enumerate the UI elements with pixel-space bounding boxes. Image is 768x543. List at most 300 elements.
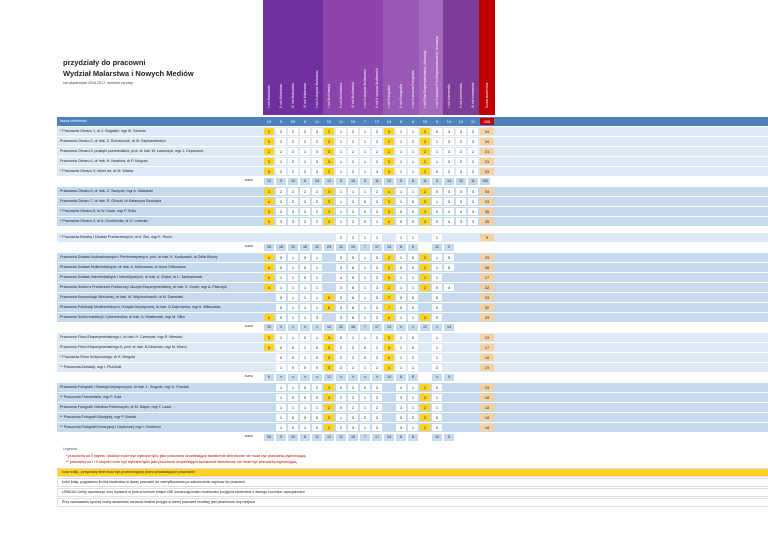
cell: 3 xyxy=(456,188,466,195)
cell xyxy=(444,304,454,311)
cell: 2 xyxy=(324,404,334,411)
column-header-label: II rok Malarstwo xyxy=(279,84,283,108)
legend-note-text: UWAGA! Limity wyznaczyć zero wpisane w pola w kolorze białym NIE oznaczają braku możliwości przyjęcia studentów z danego rocznika i specjalności! xyxy=(62,490,305,494)
suma-cell: 14 xyxy=(384,374,394,381)
cell: 1 xyxy=(408,158,418,165)
cell: 34 xyxy=(480,188,494,195)
cell: 2 xyxy=(372,304,382,311)
cell: 1 xyxy=(408,314,418,321)
row-label: Pracownia Obrazu 6, dr hab. Z. Taczycki, mgr A. Malewski xyxy=(60,189,153,193)
cell xyxy=(324,254,334,261)
cell: 2 xyxy=(276,128,286,135)
cell: 33 xyxy=(480,168,494,175)
cell: 3 xyxy=(396,424,406,431)
cell: 6 xyxy=(348,284,358,291)
cell: 2 xyxy=(372,314,382,321)
cell: 1 xyxy=(336,158,346,165)
cell xyxy=(468,284,478,291)
cell: 32 xyxy=(480,284,494,291)
cell: 1 xyxy=(432,334,442,341)
cell: 3 xyxy=(420,128,430,135)
cell: 3 xyxy=(384,198,394,205)
cell: 2 xyxy=(312,384,322,391)
cell xyxy=(468,304,478,311)
cell: 1 xyxy=(276,158,286,165)
cell xyxy=(456,254,466,261)
cell: 2 xyxy=(264,148,274,155)
cell: 1 xyxy=(408,404,418,411)
cell: 2 xyxy=(420,168,430,175)
suma-cell: 20 xyxy=(288,434,298,441)
cell: 1 xyxy=(360,334,370,341)
cell: 1 xyxy=(300,354,310,361)
cell: 0 xyxy=(432,188,442,195)
cell xyxy=(456,424,466,431)
cell: 1 xyxy=(420,274,430,281)
cell: 2 xyxy=(336,394,346,401)
cell: 0 xyxy=(336,334,346,341)
suma-cell: 7 xyxy=(360,434,370,441)
cell xyxy=(264,394,274,401)
cell xyxy=(324,234,334,241)
cell: 1 xyxy=(312,294,322,301)
suma-cell: x xyxy=(372,374,382,381)
cell: 3 xyxy=(312,314,322,321)
cell: 6 xyxy=(348,294,358,301)
row-label: * Pracownia Obrazu 1, dr Z. Bugalski, mgr M. Szwinta xyxy=(60,129,146,133)
cell: 1 xyxy=(396,148,406,155)
suma-cell: 6 xyxy=(300,434,310,441)
row-label: Pracownia Obrazu 4, dr hab. H. Nowicka, dr P. Ksiązek xyxy=(60,159,148,163)
cell xyxy=(468,274,478,281)
cell: 2 xyxy=(372,128,382,135)
cell: 1 xyxy=(396,234,406,241)
suma-cell: 11 xyxy=(468,178,478,185)
suma-cell: 9 xyxy=(276,178,286,185)
cell: 1 xyxy=(432,404,442,411)
cell xyxy=(420,304,430,311)
studio-row xyxy=(57,343,768,352)
cell: 2 xyxy=(312,138,322,145)
cell: 18 xyxy=(480,394,494,401)
cell xyxy=(324,274,334,281)
suma-cell: 18 xyxy=(276,244,286,251)
cell: 1 xyxy=(408,274,418,281)
cell: 3 xyxy=(324,354,334,361)
cell: 3 xyxy=(312,168,322,175)
cell: 0 xyxy=(408,254,418,261)
cell: 1 xyxy=(336,198,346,205)
studio-row xyxy=(57,293,768,302)
cell: 2 xyxy=(348,344,358,351)
cell: 1 xyxy=(432,394,442,401)
cell: 18 xyxy=(480,414,494,421)
cell: 2 xyxy=(336,424,346,431)
cell: 1 xyxy=(288,284,298,291)
cell: 2 xyxy=(360,414,370,421)
cell: 0 xyxy=(432,304,442,311)
cell: 27 xyxy=(480,274,494,281)
cell: 1 xyxy=(276,274,286,281)
suma-cell: x xyxy=(300,324,310,331)
cell: 28 xyxy=(480,264,494,271)
cell: 4 xyxy=(444,208,454,215)
legend-note-text: kolor żółty - przyznany limit musi być przestrzegany przez prowadzących pracownie xyxy=(62,470,196,474)
cell: 1 xyxy=(396,138,406,145)
cell: 1 xyxy=(312,254,322,261)
cell: 3 xyxy=(264,208,274,215)
cell: 0 xyxy=(312,364,322,371)
cell: 0 xyxy=(396,218,406,225)
suma-cell: 13 xyxy=(384,178,394,185)
suma-cell: 16 xyxy=(300,244,310,251)
cell: 2 xyxy=(276,148,286,155)
cell xyxy=(276,234,286,241)
cell: 1 xyxy=(396,168,406,175)
cell: 1 xyxy=(300,314,310,321)
cell xyxy=(468,294,478,301)
cell: 3 xyxy=(336,304,346,311)
cell: 2 xyxy=(372,274,382,281)
cell: 2 xyxy=(348,218,358,225)
suma-cell: 5 xyxy=(444,374,454,381)
cell: 1 xyxy=(288,304,298,311)
suma-cell: x xyxy=(348,374,358,381)
cell: 1 xyxy=(276,394,286,401)
cell: 0 xyxy=(336,404,346,411)
cell: 4 xyxy=(264,274,274,281)
cell xyxy=(324,284,334,291)
cell: 4 xyxy=(384,314,394,321)
cell: 5 xyxy=(348,254,358,261)
legend-note xyxy=(57,498,768,507)
cell: 2 xyxy=(276,168,286,175)
cell: 1 xyxy=(288,274,298,281)
cell: 3 xyxy=(384,274,394,281)
suma-cell: x xyxy=(336,374,346,381)
cell: 14 xyxy=(386,119,392,124)
cell xyxy=(468,314,478,321)
row-label: * Pracownia Filmu Krótyczonego, dr K. Bregula xyxy=(60,355,135,359)
cell: 1 xyxy=(336,208,346,215)
legend-line: ** pracownia na I i II stopniu może być wybrana tylko jako pracownia uzupełniająca kształcenie kierunkowe nie może być pracownią dyplomującą xyxy=(66,460,297,464)
cell: 0 xyxy=(276,314,286,321)
cell xyxy=(468,254,478,261)
cell: 3 xyxy=(420,208,430,215)
cell: 1 xyxy=(360,264,370,271)
cell: 2 xyxy=(372,394,382,401)
cell: 3 xyxy=(312,148,322,155)
cell: 3 xyxy=(276,218,286,225)
cell: 3 xyxy=(372,294,382,301)
cell: 34 xyxy=(480,138,494,145)
legend-title: Legenda xyxy=(63,447,77,451)
cell: 0 xyxy=(276,294,286,301)
cell: 2 xyxy=(288,168,298,175)
cell xyxy=(456,394,466,401)
cell: 1 xyxy=(396,188,406,195)
row-label: Pracownia Sztuki Instalacji i Cybermediów, dr hab. A. Wasilewski, mgr M. Sliko xyxy=(60,315,186,319)
suma-cell: 9 xyxy=(276,434,286,441)
cell: 1 xyxy=(396,274,406,281)
suma-cell: 6 xyxy=(408,178,418,185)
cell: 19 xyxy=(480,384,494,391)
cell: 2 xyxy=(348,404,358,411)
suma-row xyxy=(57,323,768,331)
cell: 0 xyxy=(432,384,442,391)
cell: 1 xyxy=(432,158,442,165)
cell: 0 xyxy=(408,218,418,225)
cell: 0 xyxy=(336,384,346,391)
row-label: Pracownia Komunikacji Wizualnej, dr hab. W. Wojciechowski, dr M. Zawadzki xyxy=(60,295,183,299)
suma-row xyxy=(57,243,768,251)
suma-cell: 12 xyxy=(324,374,334,381)
cell xyxy=(444,314,454,321)
cell: 31 xyxy=(480,158,494,165)
cell: 2 xyxy=(324,168,334,175)
column-header-label: III rok Malarstwo xyxy=(291,83,295,108)
studio-row xyxy=(57,207,768,216)
cell: 0 xyxy=(312,344,322,351)
cell: 1 xyxy=(396,314,406,321)
row-label: liczba studentów xyxy=(60,119,87,123)
cell: 2 xyxy=(300,138,310,145)
suma-cell: 20 xyxy=(264,324,274,331)
suma-cell: 8 xyxy=(408,434,418,441)
column-header-label: III rok Intermedia xyxy=(471,82,475,108)
cell: 2 xyxy=(276,138,286,145)
cell: 0 xyxy=(408,264,418,271)
cell: 0 xyxy=(408,334,418,341)
cell: 2 xyxy=(372,404,382,411)
row-label: Pracownia Publikacji Multimedialnych i Książki Artystycznej, dr hab. D.Dąbrowska, mgr A. Witkowska xyxy=(60,305,221,309)
cell: 0 xyxy=(360,354,370,361)
cell: 0 xyxy=(300,364,310,371)
cell xyxy=(468,404,478,411)
cell: 3 xyxy=(420,218,430,225)
cell: 11 xyxy=(338,119,344,124)
cell: 3 xyxy=(324,198,334,205)
cell xyxy=(420,294,430,301)
cell xyxy=(420,334,430,341)
cell: 1 xyxy=(276,404,286,411)
cell: 2 xyxy=(372,138,382,145)
suma-cell: x xyxy=(432,374,442,381)
column-header-label: I rok Multimedia xyxy=(327,84,331,108)
cell: 1 xyxy=(408,128,418,135)
cell: 0 xyxy=(276,254,286,261)
cell: 2 xyxy=(312,188,322,195)
cell: 2 xyxy=(300,128,310,135)
cell xyxy=(468,234,478,241)
suma-cell: 11 xyxy=(336,434,346,441)
cell: 1 xyxy=(360,424,370,431)
cell: 6 xyxy=(348,264,358,271)
cell xyxy=(264,414,274,421)
cell xyxy=(444,294,454,301)
suma-cell: 14 xyxy=(384,324,394,331)
cell: 2 xyxy=(420,264,430,271)
cell: 3 xyxy=(444,128,454,135)
suma-cell: 7 xyxy=(360,244,370,251)
cell: 2 xyxy=(348,168,358,175)
cell xyxy=(456,274,466,281)
studio-row xyxy=(57,253,768,262)
cell: 1 xyxy=(360,364,370,371)
cell: 4 xyxy=(264,254,274,261)
cell: 3 xyxy=(264,168,274,175)
page-title: przydziały do pracowni xyxy=(63,58,146,67)
suma-cell: 8 xyxy=(408,374,418,381)
cell: 35 xyxy=(480,218,494,225)
studio-row xyxy=(57,413,768,422)
cell: 1 xyxy=(336,168,346,175)
studio-row xyxy=(57,217,768,226)
cell: 0 xyxy=(360,218,370,225)
suma-cell: x xyxy=(396,324,406,331)
cell: 3 xyxy=(468,208,478,215)
cell xyxy=(456,404,466,411)
cell xyxy=(468,334,478,341)
cell: 3 xyxy=(324,394,334,401)
cell: 4 xyxy=(384,188,394,195)
suma-cell: x xyxy=(312,324,322,331)
suma-cell: 12 xyxy=(432,244,442,251)
cell xyxy=(420,364,430,371)
cell xyxy=(456,354,466,361)
cell xyxy=(264,424,274,431)
cell: 3 xyxy=(336,314,346,321)
cell xyxy=(468,264,478,271)
cell: 2 xyxy=(372,148,382,155)
cell: 0 xyxy=(408,294,418,301)
cell: 1 xyxy=(360,284,370,291)
column-header-label: II rok II stopnia Multimedia xyxy=(375,68,379,108)
cell: 1 xyxy=(336,148,346,155)
cell xyxy=(456,264,466,271)
row-label: * Pracownia Rzeźby i Działań Przestrzennych, dr A. Sks, mgr K. Rovni xyxy=(60,235,172,239)
cell: 6 xyxy=(324,294,334,301)
suma-cell: 8 xyxy=(396,244,406,251)
row-label: Pracownia Obrazu 2, dr hab. Z. Romańczuk, dr M. Szymankiewicz xyxy=(60,139,166,143)
cell: 3 xyxy=(324,344,334,351)
cell: 13 xyxy=(266,119,272,124)
studio-row xyxy=(57,353,768,362)
column-header-label: I rok II stopnia Multimedia xyxy=(363,69,367,108)
cell: 2 xyxy=(420,284,430,291)
column-header-label: I rok II stopnia Fotografia xyxy=(411,70,415,108)
studio-row xyxy=(57,283,768,292)
cell: 1 xyxy=(312,404,322,411)
studio-row xyxy=(57,333,768,342)
cell: 2 xyxy=(372,198,382,205)
cell: 2 xyxy=(336,364,346,371)
suma-cell: 11 xyxy=(336,244,346,251)
cell: 2 xyxy=(384,254,394,261)
cell: 2 xyxy=(300,208,310,215)
cell: 2 xyxy=(348,158,358,165)
cell: 3 xyxy=(396,404,406,411)
cell: 1 xyxy=(396,344,406,351)
cell: 2 xyxy=(468,128,478,135)
cell: 4 xyxy=(264,198,274,205)
cell: 0 xyxy=(300,414,310,421)
cell: 0 xyxy=(312,354,322,361)
cell: 19 xyxy=(350,119,356,124)
cell: 2 xyxy=(384,284,394,291)
cell: 3 xyxy=(264,334,274,341)
suma-cell: 18 xyxy=(348,324,358,331)
cell: 2 xyxy=(300,188,310,195)
cell: 2 xyxy=(348,138,358,145)
cell xyxy=(264,304,274,311)
studio-row xyxy=(57,147,768,156)
cell: 3 xyxy=(384,168,394,175)
cell: 1 xyxy=(336,138,346,145)
cell xyxy=(456,364,466,371)
cell: 19 xyxy=(480,334,494,341)
cell: 0 xyxy=(432,424,442,431)
row-label: ** Pracownia Fotomediów, mgr P. Kula xyxy=(60,395,122,399)
cell: 0 xyxy=(432,414,442,421)
cell: 9 xyxy=(279,119,283,124)
cell: 0 xyxy=(312,414,322,421)
cell: 3 xyxy=(348,424,358,431)
cell: 3 xyxy=(384,158,394,165)
cell: 1 xyxy=(408,234,418,241)
cell: 7 xyxy=(384,304,394,311)
suma-cell: 5 xyxy=(336,178,346,185)
cell: 3 xyxy=(372,284,382,291)
suma-cell: 22 xyxy=(336,324,346,331)
cell: 1 xyxy=(336,188,346,195)
cell: 1 xyxy=(432,344,442,351)
cell xyxy=(264,354,274,361)
cell: 2 xyxy=(288,188,298,195)
suma-cell: x xyxy=(276,374,286,381)
cell: 2 xyxy=(372,264,382,271)
cell: 33 xyxy=(480,294,494,301)
row-label: * Pracownia Obrazu 9, dr A. Grodzińska, dr O. Lewicka xyxy=(60,219,148,223)
row-label: * Pracownia Obrazu 8, dr W. Dada, mgr P. Shilo xyxy=(60,209,137,213)
suma-cell: 17 xyxy=(372,324,382,331)
cell: 2 xyxy=(372,424,382,431)
cell: 1 xyxy=(360,148,370,155)
cell xyxy=(420,344,430,351)
cell: 4 xyxy=(444,218,454,225)
cell: 2 xyxy=(420,314,430,321)
cell: 2 xyxy=(408,138,418,145)
cell: 1 xyxy=(288,384,298,391)
cell: 5 xyxy=(444,254,454,261)
cell: 1 xyxy=(432,264,442,271)
cell: 3 xyxy=(324,384,334,391)
cell: 1 xyxy=(360,254,370,261)
cell: 3 xyxy=(444,158,454,165)
cell xyxy=(420,234,430,241)
cell: 1 xyxy=(312,274,322,281)
cell: 2 xyxy=(372,188,382,195)
cell: 0 xyxy=(408,208,418,215)
cell: 2 xyxy=(384,138,394,145)
cell: 3 xyxy=(324,188,334,195)
suma-row xyxy=(57,433,768,441)
column-header-label: I rok II stopnia Film Eksperymentalny i Animacja xyxy=(435,36,439,108)
row-label: Pracownia Fotografii i Strategii Artystycznych, dr hab. Ł. Skąpski, mgr U. Pozniak xyxy=(60,385,190,389)
studio-row xyxy=(57,233,768,242)
cell: 1 xyxy=(432,274,442,281)
cell xyxy=(456,384,466,391)
